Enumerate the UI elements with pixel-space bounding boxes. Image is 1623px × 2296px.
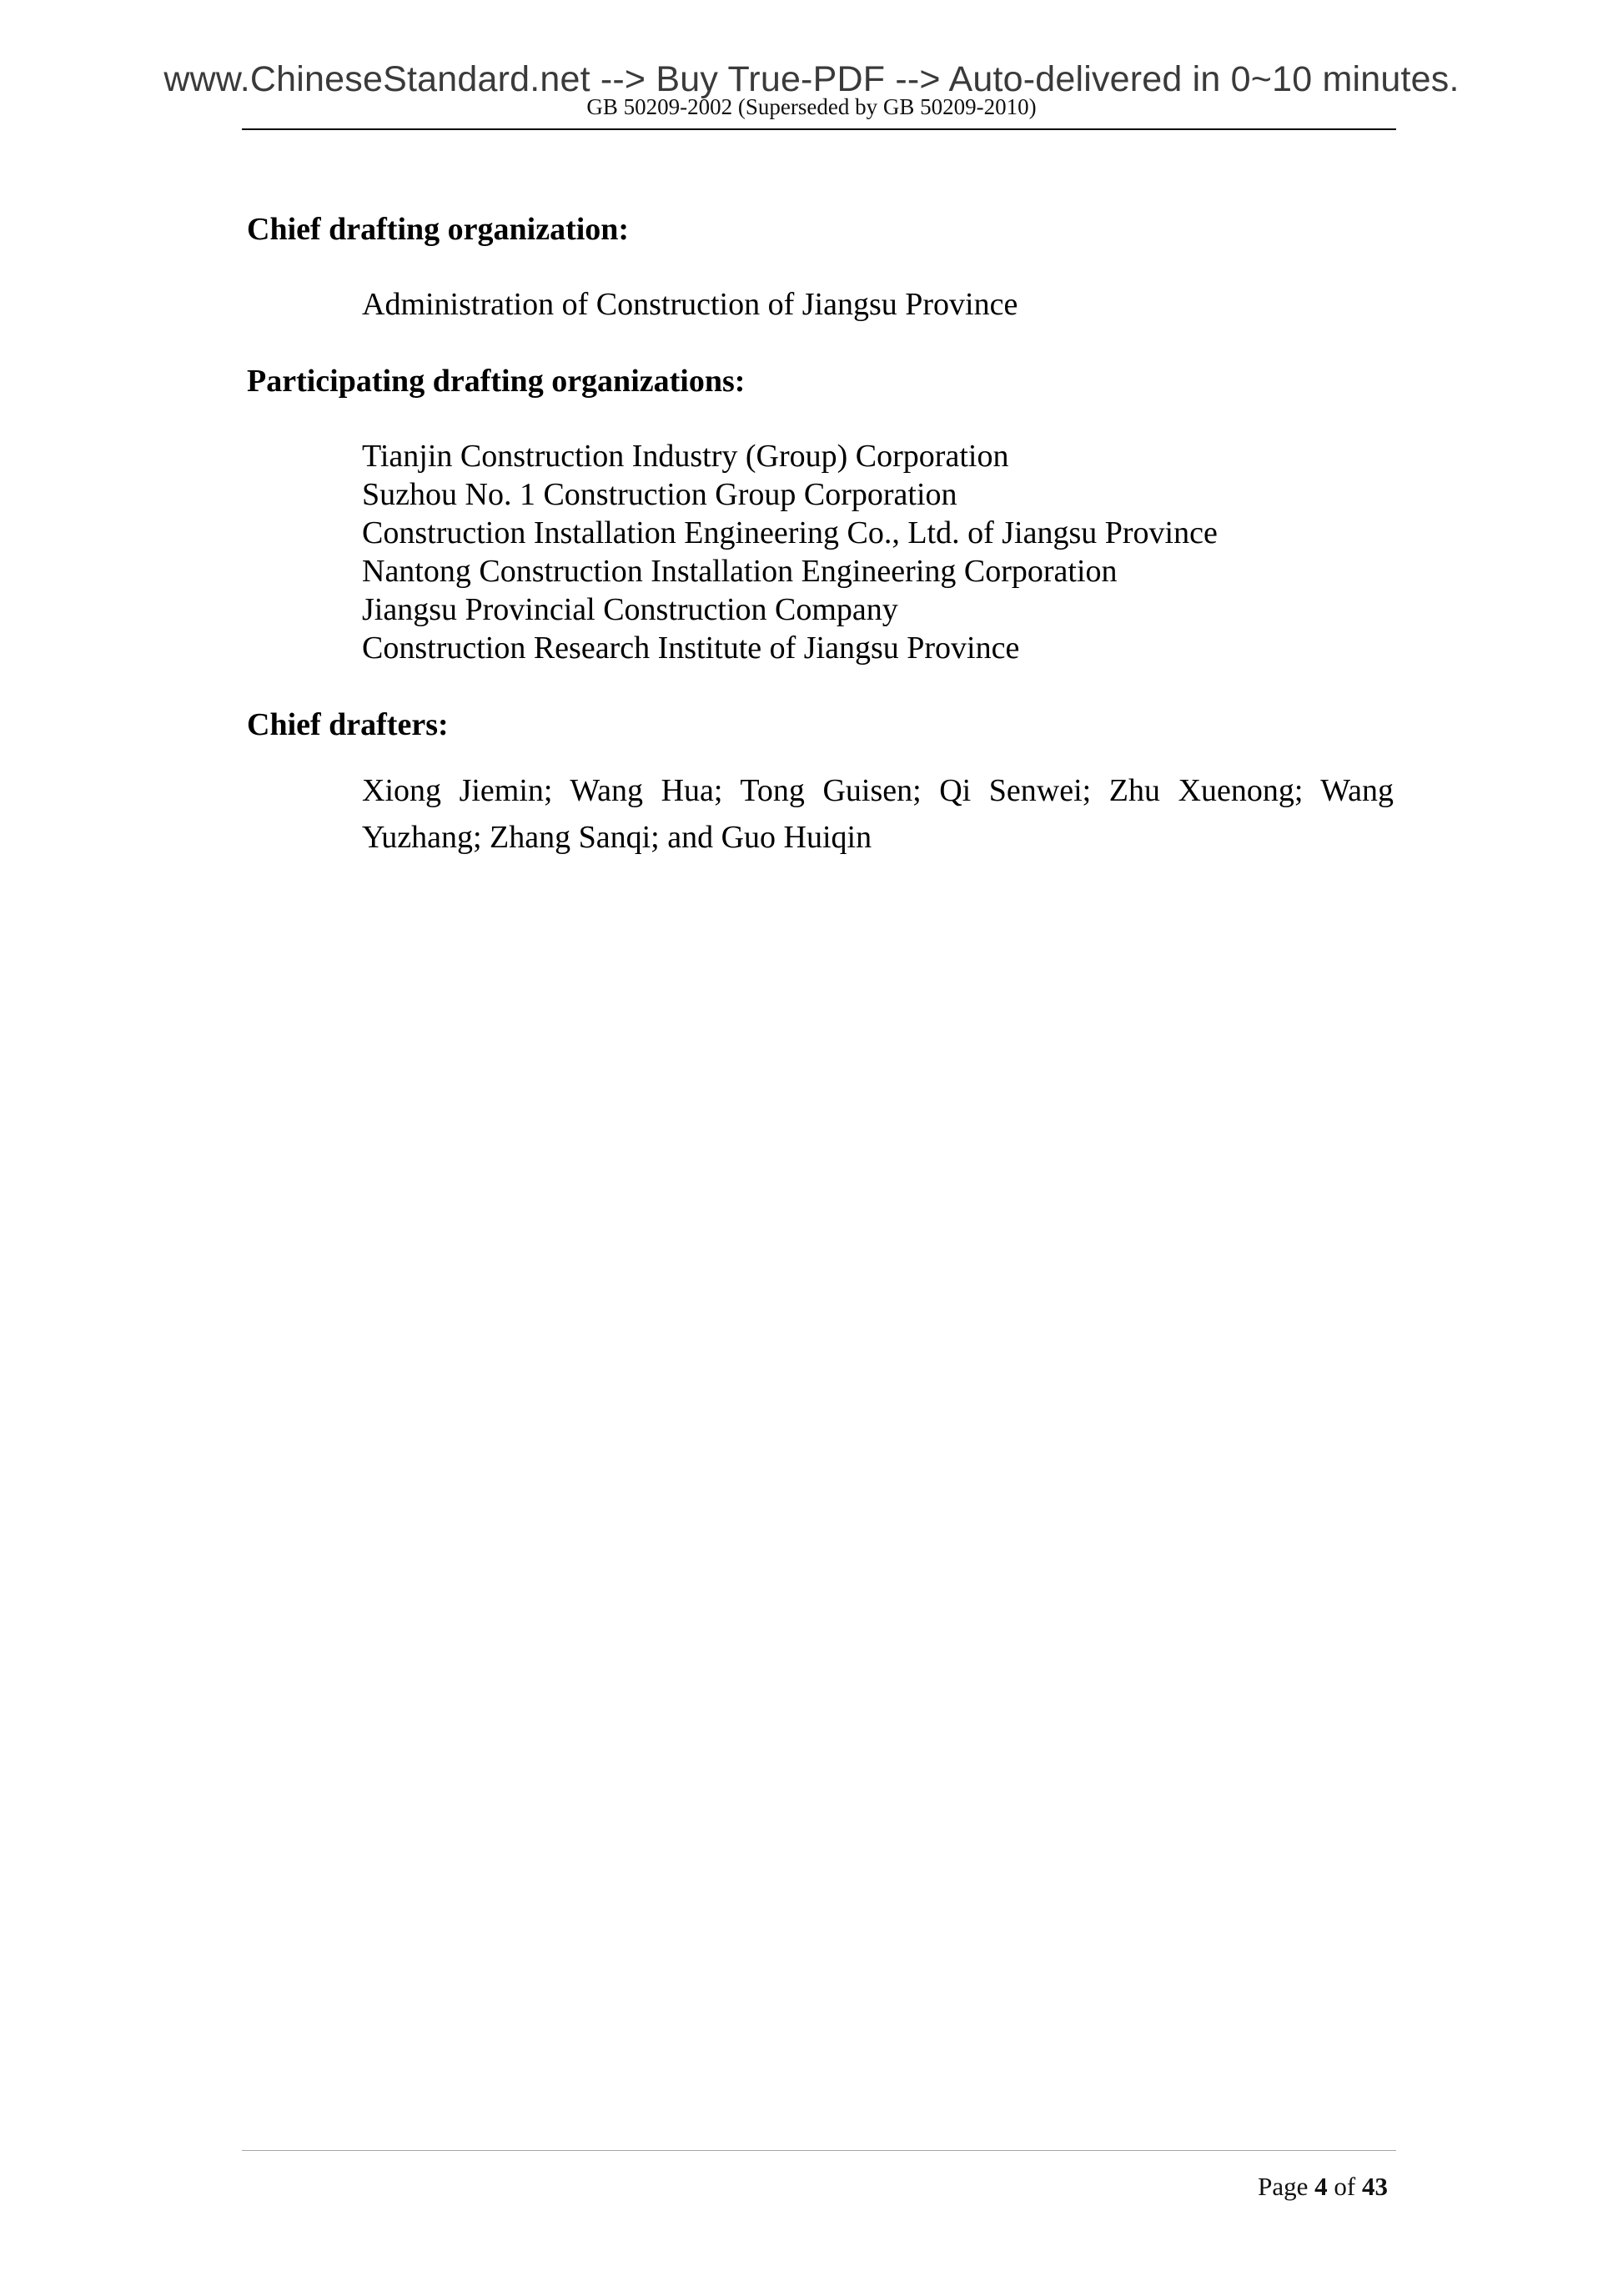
- participating-orgs-heading: Participating drafting organizations:: [247, 364, 746, 399]
- chief-org-heading: Chief drafting organization:: [247, 212, 630, 247]
- page-total: 43: [1362, 2172, 1388, 2201]
- chief-drafters-heading: Chief drafters:: [247, 707, 449, 742]
- list-item: Construction Installation Engineering Co., Ltd. of Jiangsu Province: [362, 515, 1218, 550]
- page-current: 4: [1314, 2172, 1328, 2201]
- document-body: [247, 210, 1394, 861]
- store-banner: www.ChineseStandard.net --> Buy True-PDF --> Auto-delivered in 0~10 minutes.: [163, 59, 1460, 99]
- document-id: GB 50209-2002 (Superseded by GB 50209-2010): [586, 94, 1037, 119]
- page-number: [1258, 2173, 1388, 2199]
- list-item: Construction Research Institute of Jiangsu Province: [362, 631, 1020, 666]
- page-label: Page: [1258, 2172, 1309, 2201]
- page-of: of: [1334, 2172, 1356, 2201]
- list-item: Administration of Construction of Jiangsu Province: [362, 287, 1018, 322]
- footer-divider: [242, 2150, 1396, 2151]
- list-item: Suzhou No. 1 Construction Group Corporation: [362, 477, 957, 512]
- list-item: Tianjin Construction Industry (Group) Corporation: [362, 439, 1009, 474]
- chief-drafters-text: Xiong Jiemin; Wang Hua; Tong Guisen; Qi Senwei; Zhu Xuenong; Wang Yuzhang; Zhang Sanqi; and Guo Huiqin: [362, 773, 1394, 855]
- header-divider: [242, 128, 1396, 130]
- list-item: Jiangsu Provincial Construction Company: [362, 592, 898, 627]
- chief-org-list: [247, 285, 1394, 324]
- participating-orgs-list: [247, 437, 1394, 667]
- list-item: Nantong Construction Installation Engineering Corporation: [362, 554, 1118, 589]
